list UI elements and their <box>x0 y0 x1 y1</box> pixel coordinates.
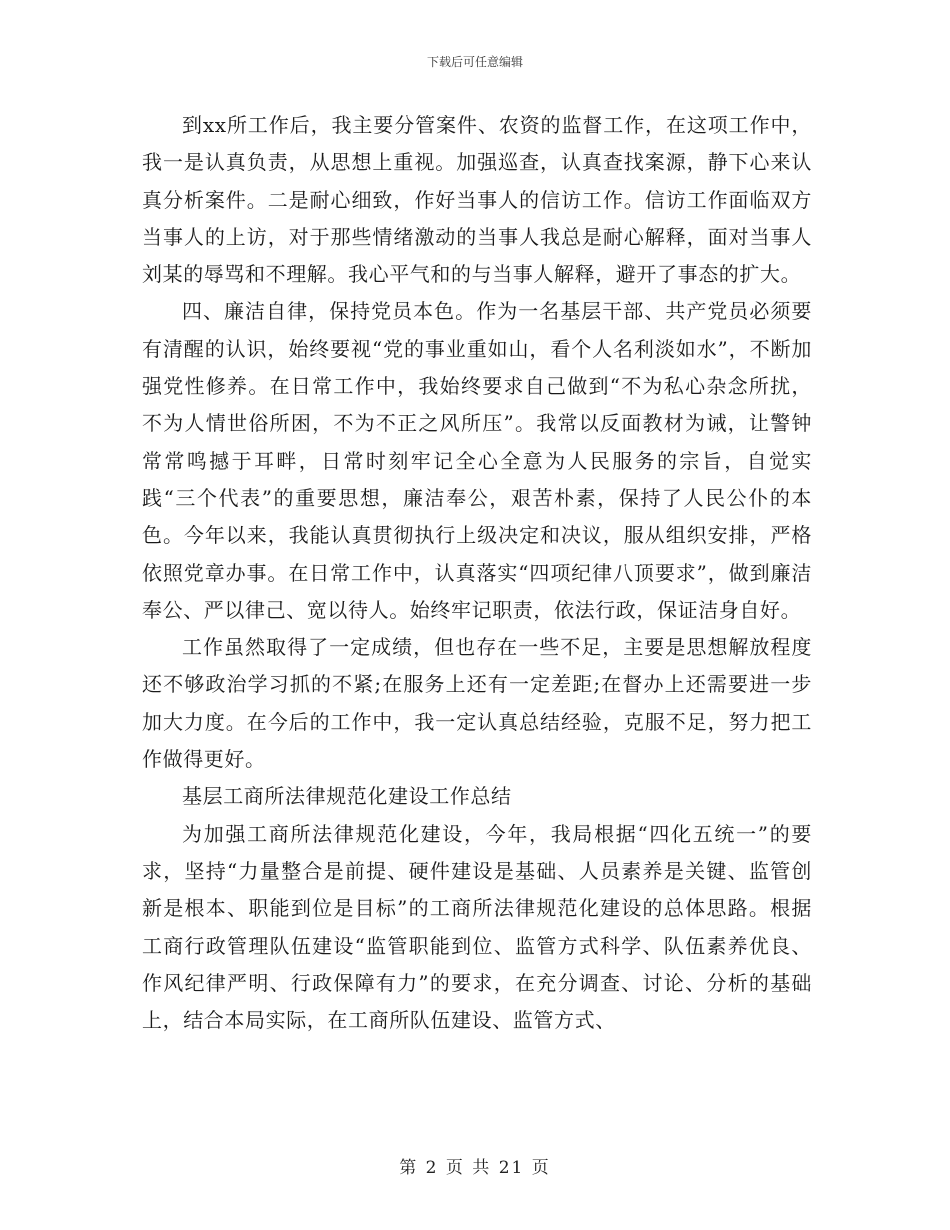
page-number: 第 2 页 共 21 页 <box>399 1158 551 1178</box>
paragraph-integrity: 四、廉洁自律，保持党员本色。作为一名基层干部、共产党员必须要有清醒的认识，始终要视“党的事业重如山，看个人名利淡如水”，不断加强党性修养。在日常工作中，我始终要求自己做到“不为私心杂念所扰，不为人情世俗所困，不为不正之风所压”。我常以反面教材为诫，让警钟常常鸣撼于耳畔，日常时刻牢记全心全意为人民服务的宗旨，自觉实践“三个代表”的重要思想，廉洁奉公，艰苦朴素，保持了人民公仆的本色。今年以来，我能认真贯彻执行上级决定和决议，服从组织安排，严格依照党章办事。在日常工作中，认真落实“四项纪律八顶要求”，做到廉洁奉公、严以律己、宽以待人。始终牢记职责，依法行政，保证洁身自好。 <box>142 299 812 622</box>
page-header: 下载后可任意编辑 <box>426 55 523 69</box>
document-body <box>142 107 812 1039</box>
paragraph-case-supervision: 到xx所工作后，我主要分管案件、农资的监督工作，在这项工作中，我一是认真负责，从思想上重视。加强巡查，认真查找案源，静下心来认真分析案件。二是耐心细致，作好当事人的信访工作。信访工作面临双方当事人的上访，对于那些情绪激动的当事人我总是耐心解释，面对当事人刘某的辱骂和不理解。我心平气和的与当事人解释，避开了事态的扩大。 <box>142 113 812 287</box>
section-title: 基层工商所法律规范化建设工作总结 <box>182 784 512 809</box>
paragraph-shortcomings: 工作虽然取得了一定成绩，但也存在一些不足，主要是思想解放程度还不够政治学习抓的不紧;在服务上还有一定差距;在督办上还需要进一步加大力度。在今后的工作中，我一定认真总结经验，克服不足，努力把工作做得更好。 <box>142 635 812 772</box>
paragraph-legal-construction: 为加强工商所法律规范化建设，今年，我局根据“四化五统一”的要求，坚持“力量整合是前提、硬件建设是基础、人员素养是关键、监管创新是根本、职能到位是目标”的工商所法律规范化建设的总体思路。根据工商行政管理队伍建设“监管职能到位、监管方式科学、队伍素养优良、作风纪律严明、行政保障有力”的要求，在充分调查、讨论、分析的基础上，结合本局实际，在工商所队伍建设、监管方式、 <box>142 821 812 1033</box>
